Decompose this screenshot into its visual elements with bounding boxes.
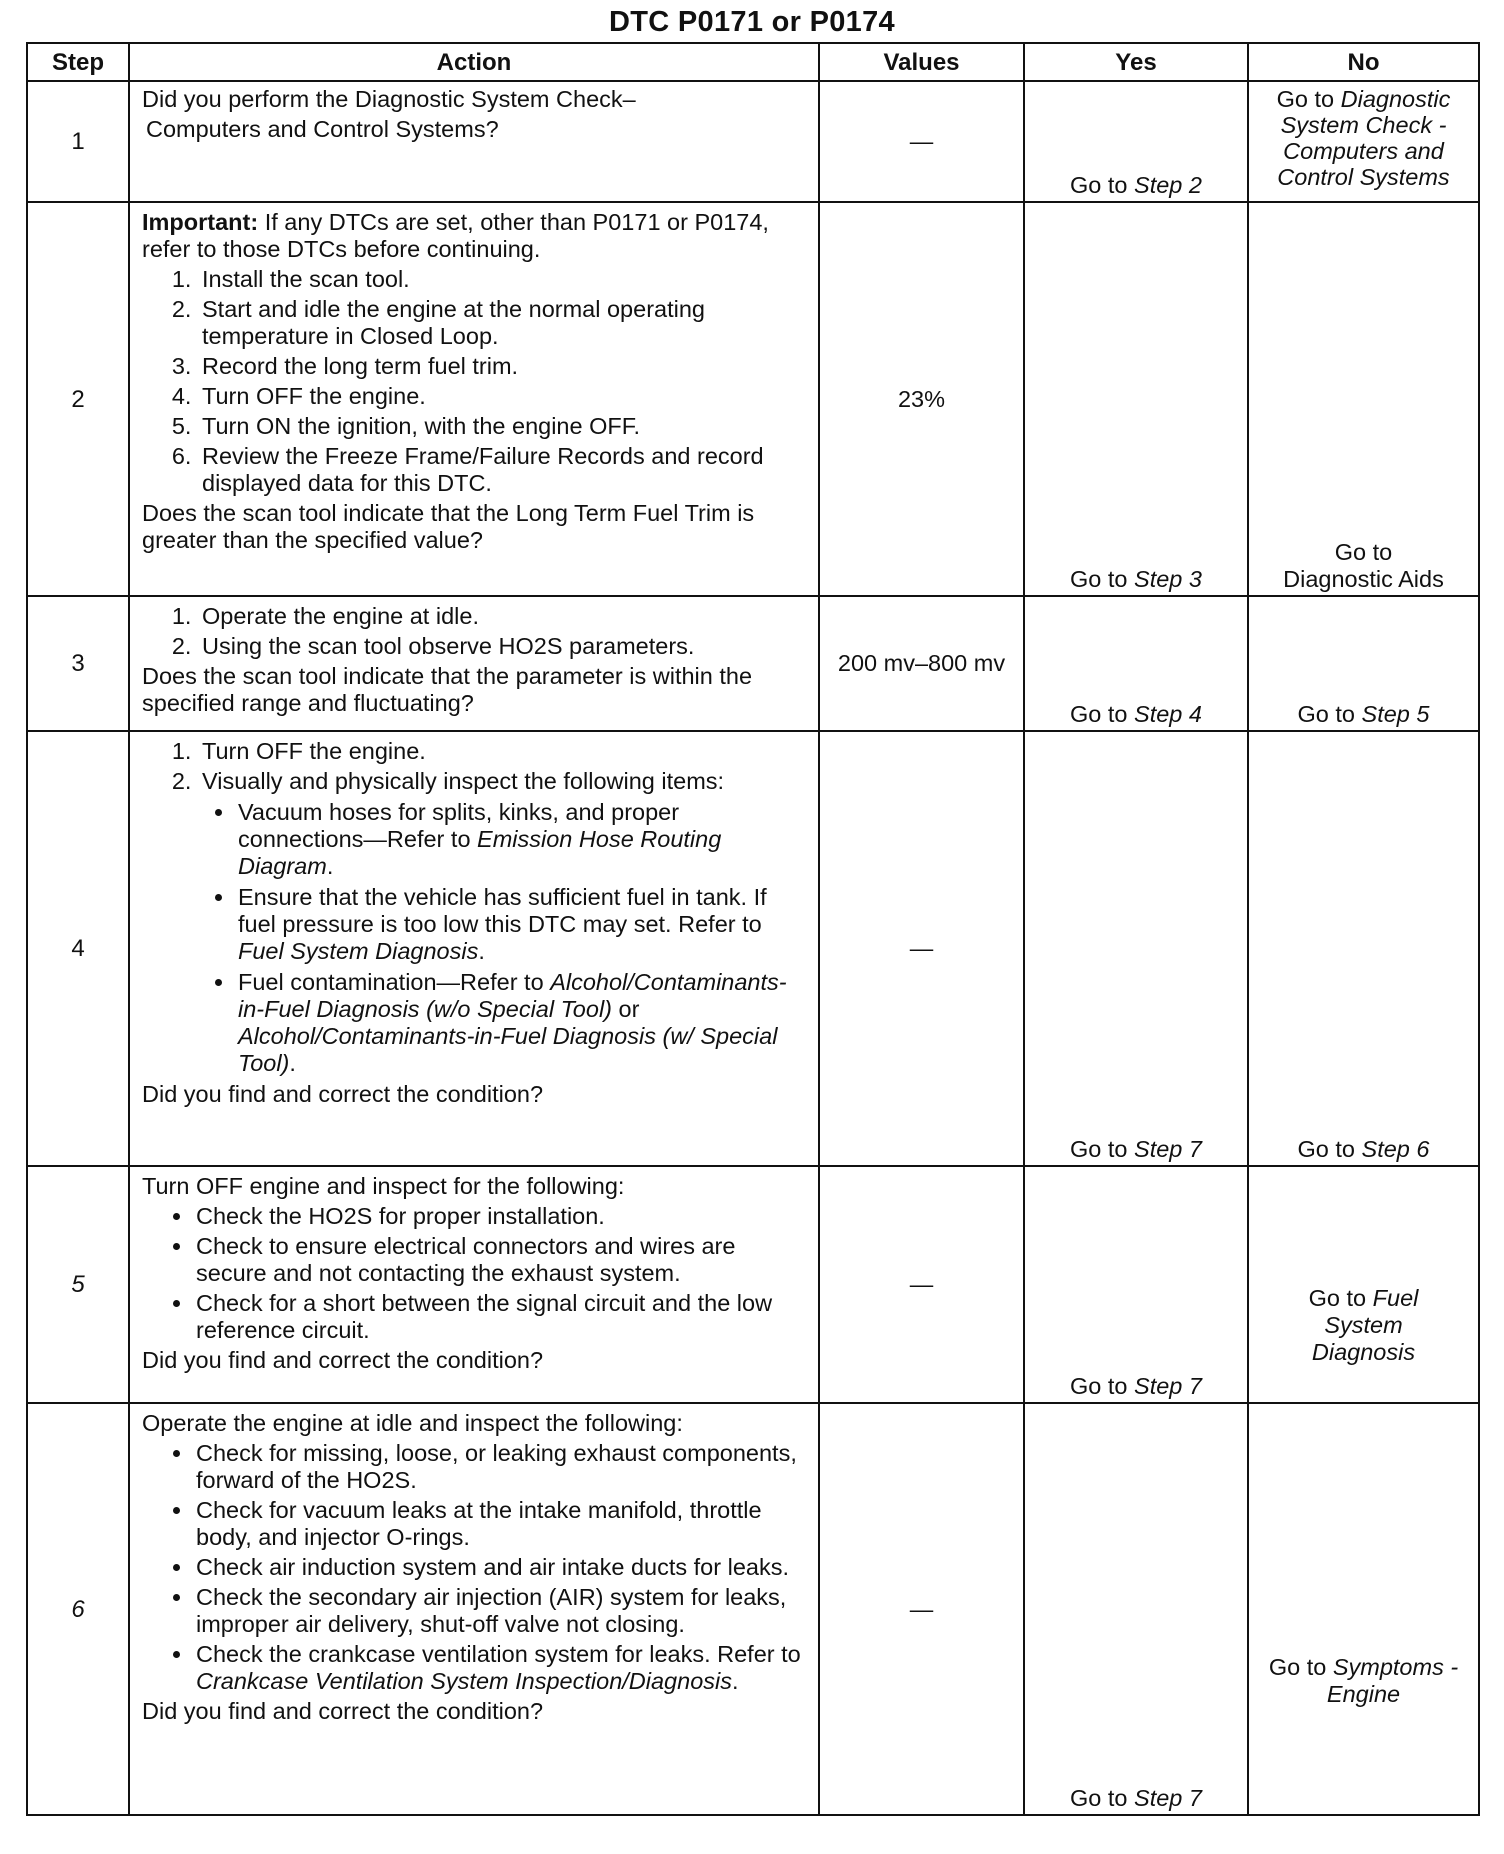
table-row	[27, 1166, 1479, 1403]
check-bullets	[142, 1203, 808, 1344]
table-row	[27, 202, 1479, 596]
no-link: Go to Step 6	[1297, 1136, 1430, 1162]
value-cell: 23%	[819, 202, 1024, 596]
list-item: • Check the crankcase ventilation system for leaks. Refer to Crankcase Ventilation System Inspection/Diagnosis.	[194, 1641, 808, 1695]
table-row	[27, 81, 1479, 202]
list-item: • Check air induction system and air intake ducts for leaks.	[194, 1554, 808, 1581]
list-item: 1. Turn OFF the engine.	[198, 738, 808, 765]
no-cell	[1248, 1403, 1479, 1815]
header-yes: Yes	[1024, 43, 1248, 81]
header-row	[27, 43, 1479, 81]
question: Did you find and correct the condition?	[142, 1081, 544, 1107]
action-cell: Important: If any DTCs are set, other than P0171 or P0174, refer to those DTCs before continuing. 1. Install the scan tool. 2. Start and idle the engine at the normal operating temperature in Closed Loop. 3. Record the long term fuel trim. 4. Turn OFF the engine. 5. Turn ON the ignition, with the engine OFF. 6. Review the Freeze Frame/Failure Records and record displayed data for this DTC. Does the scan tool indicate that the Long Term Fuel Trim is greater than the specified value?	[129, 202, 819, 596]
value-cell: —	[819, 1166, 1024, 1403]
header-values: Values	[819, 43, 1024, 81]
question: Does the scan tool indicate that the parameter is within the specified range and fluctuating?	[142, 663, 753, 716]
procedure-list	[142, 266, 808, 497]
step-number: 4	[27, 731, 129, 1166]
check-bullets	[142, 1440, 808, 1695]
table-row	[27, 596, 1479, 731]
list-item: • Fuel contamination—Refer to Alcohol/Contaminants-in-Fuel Diagnosis (w/o Special Tool) or Alcohol/Contaminants-in-Fuel Diagnosis (w/ Special Tool).	[236, 969, 808, 1077]
value-cell: —	[819, 1403, 1024, 1815]
value-cell: 200 mv–800 mv	[819, 596, 1024, 731]
list-item: 1. Operate the engine at idle.	[198, 603, 808, 630]
list-item: • Vacuum hoses for splits, kinks, and proper connections—Refer to Emission Hose Routing Diagram.	[236, 799, 808, 880]
no-link: Go to Diagnostic Aids	[1283, 539, 1444, 592]
yes-link: Go to Step 4	[1070, 701, 1202, 727]
step-number: 1	[27, 81, 129, 202]
yes-cell	[1024, 81, 1248, 202]
step-number: 2	[27, 202, 129, 596]
no-link: Go to Fuel System Diagnosis	[1308, 1285, 1419, 1365]
question: Does the scan tool indicate that the Long Term Fuel Trim is greater than the specified value?	[142, 500, 755, 553]
yes-cell	[1024, 1403, 1248, 1815]
list-item: 3. Record the long term fuel trim.	[198, 353, 808, 380]
table-row	[27, 1403, 1479, 1815]
action-cell: Operate the engine at idle and inspect the following: • Check for missing, loose, or leaking exhaust components, forward of the HO2S. • Check for vacuum leaks at the intake manifold, throttle body, and injector O-rings. • Check air induction system and air intake ducts for leaks. • Check the secondary air injection (AIR) system for leaks, improper air delivery, shut-off valve not closing. • Check the crankcase ventilation system for leaks. Refer to Crankcase Ventilation System Inspection/Diagnosis. Did you find and correct the condition?	[129, 1403, 819, 1815]
action-cell	[129, 596, 819, 731]
list-item: 2. Visually and physically inspect the following items: • Vacuum hoses for splits, kinks, and proper connections—Refer to Emission Hose Routing Diagram. • Ensure that the vehicle has sufficient fuel in tank. If fuel pressure is too low this DTC may set. Refer to Fuel System Diagnosis. • Fuel contamination—Refer to Alcohol/Contaminants-in-Fuel Diagnosis (w/o Special Tool) or Alcohol/Contaminants-in-Fuel Diagnosis (w/ Special Tool).	[198, 768, 808, 1077]
question: Did you find and correct the condition?	[142, 1698, 544, 1724]
list-item: 4. Turn OFF the engine.	[198, 383, 808, 410]
yes-cell	[1024, 202, 1248, 596]
list-item: • Ensure that the vehicle has sufficient fuel in tank. If fuel pressure is too low this DTC may set. Refer to Fuel System Diagnosis.	[236, 884, 808, 965]
no-cell	[1248, 596, 1479, 731]
action-cell: Turn OFF engine and inspect for the following: • Check the HO2S for proper installation. • Check to ensure electrical connectors and wires are secure and not contacting the exhaust system. • Check for a short between the signal circuit and the low reference circuit. Did you find and correct the condition?	[129, 1166, 819, 1403]
list-item: 6. Review the Freeze Frame/Failure Records and record displayed data for this DTC.	[198, 443, 808, 497]
list-item: • Check for missing, loose, or leaking exhaust components, forward of the HO2S.	[194, 1440, 808, 1494]
no-cell	[1248, 731, 1479, 1166]
diagnostic-table	[26, 42, 1480, 1816]
procedure-list	[142, 603, 808, 660]
action-cell: Did you perform the Diagnostic System Check– Computers and Control Systems?	[129, 81, 819, 202]
step-number: 6	[27, 1403, 129, 1815]
list-item: 2. Using the scan tool observe HO2S parameters.	[198, 633, 808, 660]
no-cell	[1248, 81, 1479, 202]
no-link: Go to Step 5	[1297, 701, 1430, 727]
procedure-list	[142, 738, 808, 1077]
yes-link: Go to Step 2	[1070, 172, 1202, 198]
list-item: • Check to ensure electrical connectors and wires are secure and not contacting the exhaust system.	[194, 1233, 808, 1287]
question: Did you find and correct the condition?	[142, 1347, 544, 1373]
header-action: Action	[129, 43, 819, 81]
yes-cell	[1024, 731, 1248, 1166]
yes-link: Go to Step 3	[1070, 566, 1202, 592]
yes-link: Go to Step 7	[1070, 1785, 1202, 1811]
list-item: • Check for vacuum leaks at the intake manifold, throttle body, and injector O-rings.	[194, 1497, 808, 1551]
yes-cell	[1024, 1166, 1248, 1403]
value-cell: —	[819, 81, 1024, 202]
table-row	[27, 731, 1479, 1166]
important-label: Important:	[142, 209, 259, 235]
page-title: DTC P0171 or P0174	[609, 6, 895, 38]
list-item: 1. Install the scan tool.	[198, 266, 808, 293]
no-cell	[1248, 1166, 1479, 1403]
header-step: Step	[27, 43, 129, 81]
no-link: Go to Diagnostic System Check - Computers and Control Systems	[1276, 86, 1451, 190]
yes-link: Go to Step 7	[1070, 1136, 1202, 1162]
value-cell: —	[819, 731, 1024, 1166]
step-number: 3	[27, 596, 129, 731]
list-item: • Check for a short between the signal circuit and the low reference circuit.	[194, 1290, 808, 1344]
header-no: No	[1248, 43, 1479, 81]
no-cell	[1248, 202, 1479, 596]
list-item: 5. Turn ON the ignition, with the engine OFF.	[198, 413, 808, 440]
no-link: Go to Symptoms - Engine	[1268, 1654, 1459, 1707]
list-item: • Check the secondary air injection (AIR) system for leaks, improper air delivery, shut-off valve not closing.	[194, 1584, 808, 1638]
list-item: 2. Start and idle the engine at the normal operating temperature in Closed Loop.	[198, 296, 808, 350]
action-cell	[129, 731, 819, 1166]
inspection-bullets	[202, 799, 808, 1077]
yes-link: Go to Step 7	[1070, 1373, 1202, 1399]
step-number: 5	[27, 1166, 129, 1403]
yes-cell	[1024, 596, 1248, 731]
list-item: • Check the HO2S for proper installation.	[194, 1203, 808, 1230]
